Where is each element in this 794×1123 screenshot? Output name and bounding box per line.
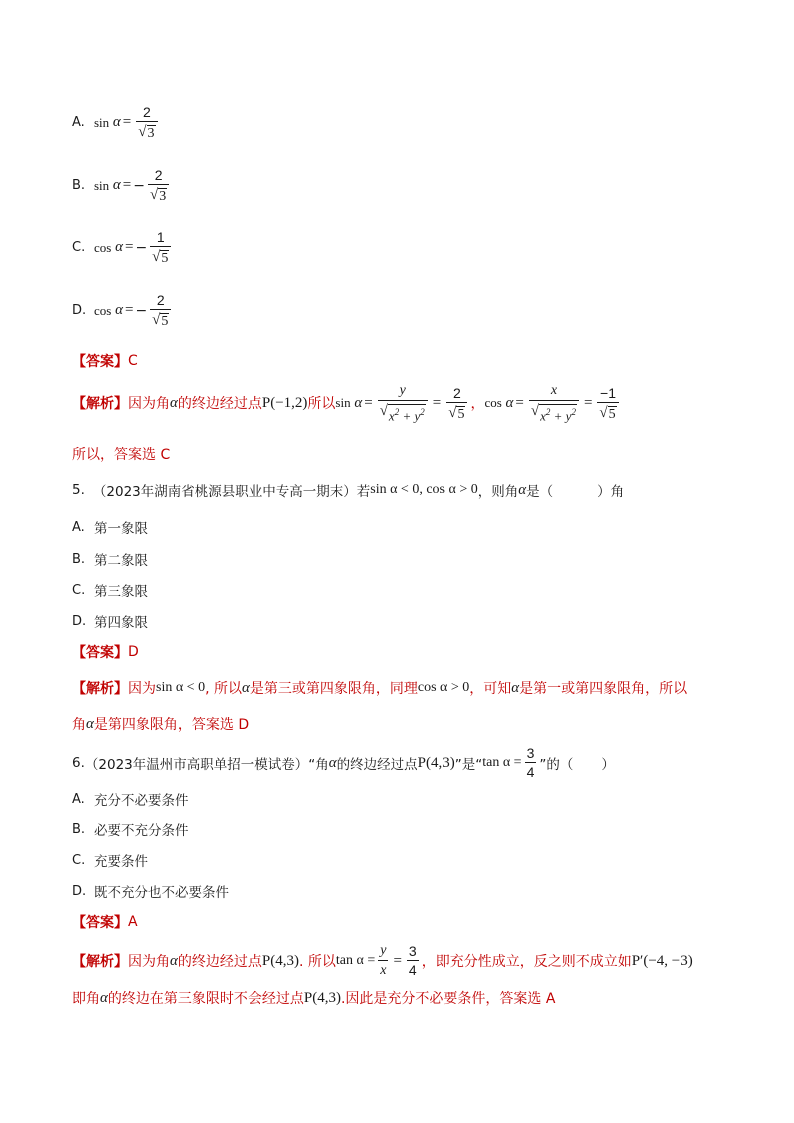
explain-text: 即角	[72, 991, 100, 1007]
stem-text: ）角	[597, 484, 625, 500]
q6-answer	[72, 912, 138, 932]
separator: ，	[470, 396, 485, 413]
explain-text: ，即充分性成立，反之则不成立如	[421, 954, 632, 970]
q4-answer	[72, 351, 138, 371]
option-label: D.	[72, 303, 87, 318]
explain-text: 是第三或第四象限角，同理	[249, 681, 418, 697]
numerator: 3	[526, 745, 535, 761]
q6-option-b	[72, 819, 189, 839]
q6-explanation-line2: 即角 α 的终边在第三象限时不会经过点 P(4,3) .因此是充分不必要条件，答案选 A	[72, 989, 556, 1007]
point: P(4,3)	[303, 989, 341, 1006]
tan-expr: tan α =	[335, 953, 376, 968]
option-label: A.	[72, 519, 85, 535]
q4-conclusion	[72, 444, 170, 464]
question-source: （2023年湖南省桃源县职业中专高一期末）若	[92, 484, 371, 500]
option-label: D.	[72, 613, 87, 629]
condition: cos α > 0	[417, 680, 470, 695]
radicand: 5	[161, 314, 169, 329]
stem-text: ）	[601, 757, 615, 773]
option-label: B.	[72, 178, 86, 193]
q5-option-d	[72, 611, 148, 631]
q5-explanation-line1: 【解析】 因为 sin α < 0 , 所以 α 是第三或第四象限角，同理 cos α > 0 ，可知 α 是第一或第四象限角，所以	[72, 679, 688, 697]
q6-option-c	[72, 850, 148, 870]
tan-expr: tan α =	[482, 755, 522, 770]
q4-option-d: D. cos α = − 2 √ 5	[72, 292, 174, 329]
condition: sin α < 0	[156, 680, 206, 695]
func-name: cos	[94, 302, 112, 318]
numerator: 2	[142, 104, 151, 120]
explain-text: , 所以	[205, 681, 242, 697]
fraction	[525, 745, 537, 781]
point: P(−1,2)	[261, 394, 308, 411]
explain-text: 是第一或第四象限角，所以	[519, 681, 688, 697]
option-text: 充分不必要条件	[94, 793, 189, 809]
explain-text: 是第四象限角，答案选 D	[93, 717, 250, 733]
explain-text: ，可知	[469, 681, 512, 697]
radicand: 5	[161, 251, 169, 266]
q5-option-a	[72, 517, 148, 537]
answer-tag: 【答案】	[72, 354, 128, 370]
answer-tag: 【答案】	[72, 645, 128, 661]
option-label: B.	[72, 821, 86, 837]
q4-option-c: C. cos α = − 1 √ 5	[72, 229, 174, 266]
fraction: 2 √ 3	[136, 104, 157, 141]
explain-text: 所以	[307, 396, 336, 413]
q5-stem: 5. （2023年湖南省桃源县职业中专高一期末）若 sin α < 0, cos α > 0 ，则角 α 是（ ）角	[72, 481, 625, 500]
explain-text: 因为	[128, 681, 156, 697]
option-text: 既不充分也不必要条件	[94, 885, 229, 901]
explain-tag: 【解析】	[72, 396, 128, 413]
numerator: 1	[156, 229, 165, 245]
sign: −	[135, 302, 148, 319]
q6-option-d	[72, 881, 229, 901]
fraction: 2 √ 5	[150, 292, 171, 329]
func-name: sin	[94, 177, 110, 193]
condition: sin α < 0, cos α > 0	[370, 482, 478, 497]
func-name: sin	[94, 114, 110, 130]
option-label: C.	[72, 852, 86, 868]
option-text: 第三象限	[94, 584, 148, 600]
q5-option-c	[72, 580, 148, 600]
fraction: 2 √ 3	[148, 167, 169, 204]
q4-option-a: A. sin α = 2 √ 3	[72, 104, 161, 141]
fraction: 1 √ 5	[150, 229, 171, 266]
stem-text: ，则角	[477, 484, 519, 500]
explain-text: 因为角	[128, 954, 170, 970]
stem-text: ”是“	[454, 757, 483, 773]
numerator: 2	[156, 292, 165, 308]
explain-tag: 【解析】	[72, 681, 128, 697]
explain-text: . 所以	[298, 954, 336, 970]
explain-text: .因此是充分不必要条件，答案选 A	[340, 991, 556, 1007]
explain-text: 的终边经过点	[177, 954, 262, 970]
point: P(4,3)	[417, 754, 455, 771]
explain-text: 的终边经过点	[177, 396, 262, 413]
answer-tag: 【答案】	[72, 915, 128, 931]
stem-text: ”的（	[539, 757, 574, 773]
func-name: cos	[94, 239, 112, 255]
question-number: 5.	[72, 482, 85, 498]
answer-value: D	[128, 644, 139, 660]
explain-text: 因为角	[128, 396, 170, 413]
explain-text: 角	[72, 717, 86, 733]
numerator: 2	[154, 167, 163, 183]
q6-stem: 6. （2023年温州市高职单招一模试卷）“角 α 的终边经过点 P(4,3) ”是“ tan α = $\frac{3}{4}$ ”的（ ）	[72, 745, 615, 780]
stem-text: 的终边经过点	[336, 757, 418, 773]
q4-option-b: B. sin α = − 2 √ 3	[72, 167, 172, 204]
radicand: 3	[159, 189, 167, 204]
option-label: A.	[72, 791, 85, 807]
explain-tag: 【解析】	[72, 954, 128, 970]
q4-explanation: 【解析】 因为角 α 的终边经过点 P(−1,2) 所以 sin α = y √ $x^2 + y^2$ = 2 √ 5 ， cos α = x √ $x^2 + y^2$ = −1 √ 5	[72, 383, 622, 423]
counter-point: P′(−4, −3)	[631, 952, 693, 969]
conclusion-text: 所以，答案选 C	[72, 447, 171, 463]
stem-text: 是（	[526, 484, 554, 500]
answer-value: A	[128, 914, 138, 930]
radicand: 3	[147, 126, 155, 141]
option-text: 必要不充分条件	[94, 823, 189, 839]
option-text: 第四象限	[94, 615, 148, 631]
option-label: C.	[72, 582, 86, 598]
option-text: 第一象限	[94, 521, 148, 537]
q6-option-a	[72, 789, 189, 809]
q5-option-b	[72, 549, 148, 569]
option-label: A.	[72, 115, 85, 130]
option-label: B.	[72, 551, 86, 567]
point: P(4,3)	[261, 952, 299, 969]
option-text: 第二象限	[94, 553, 148, 569]
q5-answer	[72, 642, 139, 662]
q5-explanation-line2: 角 α 是第四象限角，答案选 D	[72, 715, 250, 733]
denominator: 4	[526, 764, 535, 780]
option-text: 充要条件	[94, 854, 148, 870]
answer-value: C	[128, 353, 138, 369]
sign: −	[133, 177, 145, 194]
q6-explanation-line1: 【解析】 因为角 α 的终边经过点 P(4,3) . 所以 tan α = $\frac{y}{x}$ = $\frac{3}{4}$ ，即充分性成立，反之则不成立如 P′(−4, −3)	[72, 943, 693, 978]
option-label: C.	[72, 240, 86, 255]
question-source: （2023年温州市高职单招一模试卷）“角	[84, 757, 329, 773]
sign: −	[135, 239, 148, 256]
option-label: D.	[72, 883, 87, 899]
explain-text: 的终边在第三象限时不会经过点	[107, 991, 304, 1007]
question-number: 6.	[72, 755, 85, 771]
